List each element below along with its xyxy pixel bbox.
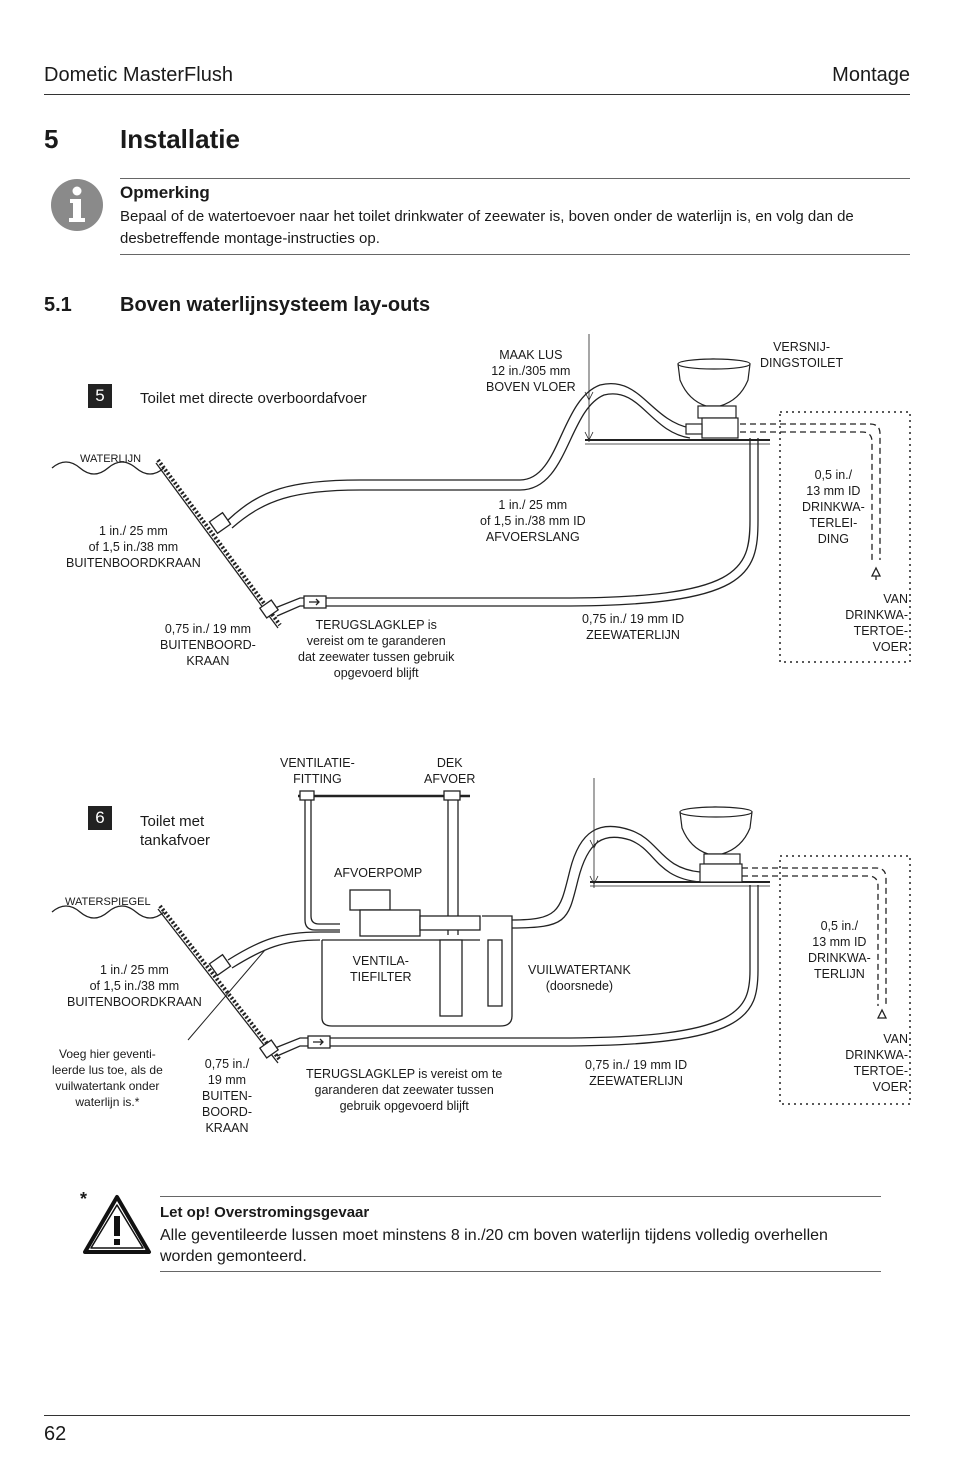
seacock-large-icon [209,513,230,534]
header-title: Dometic MasterFlush [44,64,233,86]
subsection-title: Boven waterlijnsysteem lay-outs [120,294,431,316]
d1-seacock-small-label: 0,75 in./ 19 mm BUITENBOORD- KRAAN [160,622,256,668]
header-divider [44,94,910,95]
note-bottom-divider [120,254,910,255]
diagram2-badge: 6 [88,806,112,830]
warning-title: Let op! Overstromingsgevaar [160,1204,370,1221]
section-number: 5 [44,124,59,154]
d2-deck-drain-label: DEK AFVOER [424,756,476,786]
d2-check-valve-label: TERUGSLAGKLEP is vereist om te garanderen dat zeewater tussen gebruik opgevoerd blijft [306,1067,503,1113]
d2-vent-fitting-label: VENTILATIE- FITTING [280,756,355,786]
warning-triangle-icon [82,1194,152,1256]
d2-fresh-supply-label: VAN DRINKWA- TERTOE- VOER [845,1032,908,1094]
diagram1-caption: Toilet met directe overboordafvoer [140,390,367,407]
d1-waterline-label: WATERLIJN [80,453,142,465]
d1-fresh-supply-label: VAN DRINKWA- TERTOE- VOER [845,592,908,654]
section-title: Installatie [120,124,240,154]
d2-fresh-line-label: 0,5 in./ 13 mm ID DRINKWA- TERLIJN [808,919,871,981]
d2-pump-label: AFVOERPOMP [334,866,423,880]
warning-top-divider [160,1196,881,1197]
d1-toilet-label: VERSNIJ- DINGSTOILET [760,340,844,370]
diagram1-badge: 5 [88,384,112,408]
d1-loop-label: MAAK LUS 12 in./305 mm BOVEN VLOER [486,348,576,394]
d2-seacock-small-label: 0,75 in./ 19 mm BUITEN- BOORD- KRAAN [202,1057,252,1135]
d1-sea-line-label: 0,75 in./ 19 mm ID ZEEWATERLIJN [582,612,685,642]
warning-bottom-divider [160,1271,881,1272]
note-title: Opmerking [120,183,210,202]
subsection-number: 5.1 [44,294,72,316]
diagram2-caption: Toilet met tankafvoer [140,813,211,849]
note-top-divider [120,178,910,179]
toilet-icon [678,359,750,438]
warning-body: Alle geventileerde lussen moet minstens 8 in./20 cm boven waterlijn tijdens volledig overhellen worden gemonteerd. [160,1227,828,1265]
warning-asterisk: * [80,1189,88,1209]
d2-sea-line-label: 0,75 in./ 19 mm ID ZEEWATERLIJN [585,1058,688,1088]
page-number: 62 [44,1423,67,1445]
d2-vent-filter-label: VENTILA- TIEFILTER [350,954,412,984]
d1-fresh-line-label: 0,5 in./ 13 mm ID DRINKWA- TERLEI- DING [802,468,865,546]
d2-vented-loop-note: Voeg hier geventi- leerde lus toe, als de vuilwatertank onder waterlijn is.* [52,1047,163,1109]
info-icon [50,178,104,232]
d2-holding-tank-label: VUILWATERTANK (doorsnede) [528,963,631,993]
d1-seacock-large-label: 1 in./ 25 mm of 1,5 in./38 mm BUITENBOORDKRAAN [66,524,201,570]
note-body: Bepaal of de watertoevoer naar het toilet drinkwater of zeewater is, boven onder de waterlijn is, en volg dan de desbetreffende montage-instructies op. [120,208,854,247]
d2-waterline-label: WATERSPIEGEL [65,896,151,908]
header-section: Montage [832,64,910,86]
d1-check-valve-label: TERUGSLAGKLEP is vereist om te garanderen dat zeewater tussen gebruik opgevoerd blijft [298,618,455,680]
check-valve-icon [304,596,326,608]
d2-seacock-large-label: 1 in./ 25 mm of 1,5 in./38 mm BUITENBOORDKRAAN [67,963,202,1009]
pump-icon [350,890,480,936]
footer-divider [44,1415,910,1416]
check-valve-icon-2 [308,1036,330,1048]
d1-discharge-hose-label: 1 in./ 25 mm of 1,5 in./38 mm ID AFVOERSLANG [480,498,586,544]
